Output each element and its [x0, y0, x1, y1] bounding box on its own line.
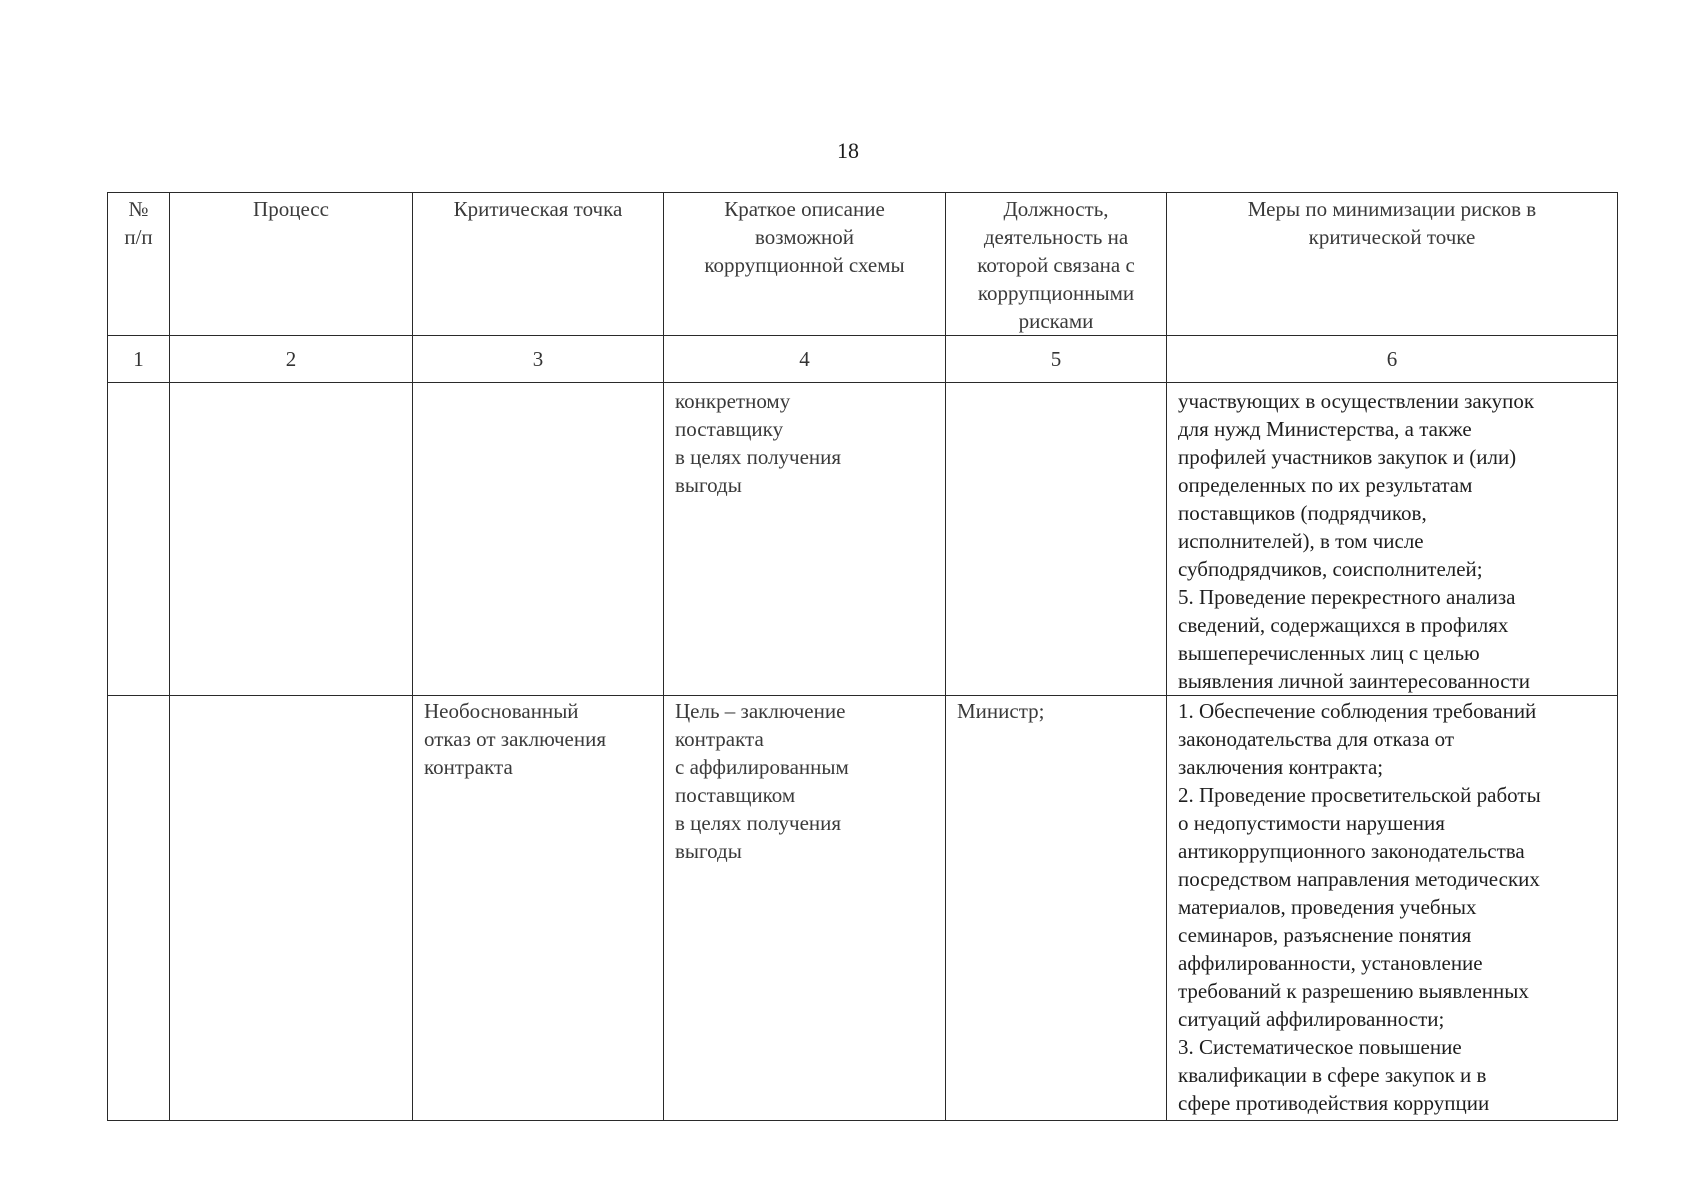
cell-scheme: Цель – заключение контракта с аффилированным поставщиком в целях получения выгоды — [664, 696, 946, 1121]
cell-critical-point: Необоснованный отказ от заключения контракта — [413, 696, 664, 1121]
column-number-3: 3 — [413, 336, 664, 383]
cell-scheme: конкретному поставщику в целях получения выгоды — [664, 383, 946, 696]
column-number-row — [108, 336, 1618, 383]
cell-process — [170, 383, 413, 696]
cell-measures: участвующих в осуществлении закупок для нужд Министерства, а также профилей участников закупок и (или) определенных по их результатам поставщиков (подрядчиков, исполнителей), в том числе субподрядчиков, соисполнителей; 5. Проведение перекрестного анализа сведений, содержащихся в профилях вышеперечисленных лиц с целью выявления личной заинтересованности — [1167, 383, 1618, 696]
table-row — [108, 696, 1618, 1121]
table-row — [108, 383, 1618, 696]
cell-measures: 1. Обеспечение соблюдения требований законодательства для отказа от заключения контракта; 2. Проведение просветительской работы о недопустимости нарушения антикоррупционного законодательства посредством направления методических материалов, проведения учебных семинаров, разъяснение понятия аффилированности, установление требований к разрешению выявленных ситуаций аффилированности; 3. Систематическое повышение квалификации в сфере закупок и в сфере противодействия коррупции — [1167, 696, 1618, 1121]
column-number-1: 1 — [108, 336, 170, 383]
cell-process — [170, 696, 413, 1121]
cell-number — [108, 696, 170, 1121]
column-number-2: 2 — [170, 336, 413, 383]
column-number-5: 5 — [946, 336, 1167, 383]
header-number: № п/п — [108, 193, 170, 336]
cell-position: Министр; — [946, 696, 1167, 1121]
header-measures: Меры по минимизации рисков в критической точке — [1167, 193, 1618, 336]
column-number-6: 6 — [1167, 336, 1618, 383]
header-row — [108, 193, 1618, 336]
header-critical-point: Критическая точка — [413, 193, 664, 336]
cell-critical-point — [413, 383, 664, 696]
corruption-risk-table — [107, 192, 1618, 1121]
page-number: 18 — [837, 138, 859, 163]
header-scheme: Краткое описание возможной коррупционной схемы — [664, 193, 946, 336]
cell-number — [108, 383, 170, 696]
cell-position — [946, 383, 1167, 696]
header-process: Процесс — [170, 193, 413, 336]
header-position: Должность, деятельность на которой связана с коррупционными рисками — [946, 193, 1167, 336]
column-number-4: 4 — [664, 336, 946, 383]
